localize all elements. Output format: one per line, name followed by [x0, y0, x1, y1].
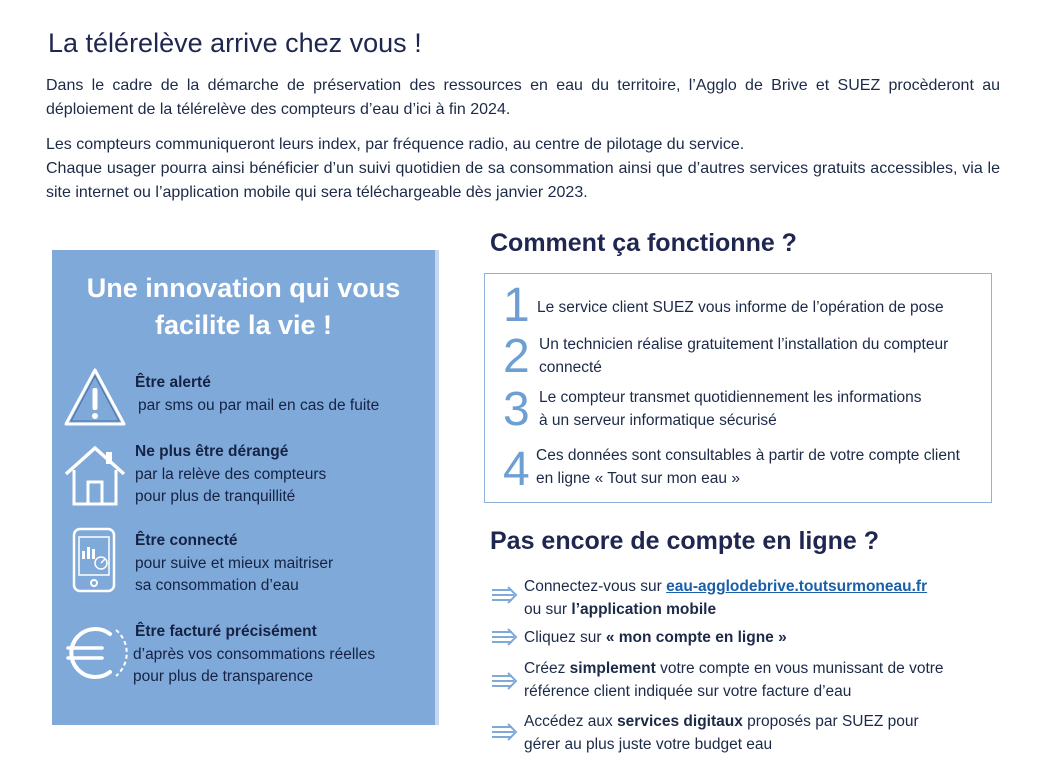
panel-title-line-2: facilite la vie !	[154, 310, 333, 340]
intro-paragraph: Dans le cadre de la démarche de préservation des ressources en eau du territoire, l’Agglo de Brive et SUEZ procèderont au déploiement de la télérelève des compteurs d’eau d’ici à fin 2024.	[46, 77, 1000, 118]
feature-billed	[52, 618, 435, 688]
arrow-right-icon	[490, 722, 518, 742]
warning-icon	[62, 366, 128, 432]
item-text: Connectez-vous sur eau-agglodebrive.toutsurmoneau.fr ou sur l’application mobile	[524, 578, 928, 618]
feature-text: pour plus de transparence	[133, 668, 314, 685]
innovation-panel	[52, 250, 435, 725]
account-step-access	[490, 710, 1010, 756]
step-number: 2	[503, 330, 530, 383]
step-3	[485, 382, 991, 436]
feature-heading: Être connecté	[135, 532, 238, 549]
website-link[interactable]: eau-agglodebrive.toutsurmoneau.fr	[666, 578, 928, 595]
arrow-right-icon	[490, 627, 518, 647]
step-text: Un technicien réalise gratuitement l’installation du compteur connecté	[539, 336, 949, 376]
account-step-click	[490, 626, 1010, 650]
feature-text: par sms ou par mail en cas de fuite	[138, 397, 380, 414]
feature-text: pour suive et mieux maitriser	[135, 555, 334, 572]
step-number: 3	[503, 383, 530, 436]
feature-undisturbed	[52, 438, 435, 508]
arrow-right-icon	[490, 671, 518, 691]
item-text: Créez simplement votre compte en vous munissant de votre référence client indiquée sur votre facture d’eau	[524, 660, 944, 700]
panel-shadow	[435, 250, 439, 725]
how-it-works-title: Comment ça fonctionne ?	[490, 229, 797, 257]
feature-heading: Ne plus être dérangé	[135, 443, 289, 460]
page-title: La télérelève arrive chez vous !	[48, 28, 422, 58]
feature-text: d’après vos consommations réelles	[133, 646, 376, 663]
feature-alert	[52, 364, 435, 434]
feature-connected	[52, 527, 435, 597]
step-number: 1	[503, 279, 530, 332]
steps-box	[484, 273, 992, 503]
step-1	[485, 278, 991, 332]
item-text: Cliquez sur « mon compte en ligne »	[524, 629, 787, 646]
account-step-connect	[490, 575, 1010, 621]
feature-text: par la relève des compteurs	[135, 466, 327, 483]
feature-text: sa consommation d’eau	[135, 577, 299, 594]
step-text: Le compteur transmet quotidiennement les informations à un serveur informatique sécurisé	[539, 389, 922, 429]
details-line-1: Les compteurs communiqueront leurs index, par fréquence radio, au centre de pilotage du service.	[46, 136, 745, 153]
step-text: Le service client SUEZ vous informe de l’opération de pose	[537, 299, 944, 316]
step-4	[485, 440, 991, 495]
account-step-create	[490, 657, 1010, 703]
panel-title-line-1: Une innovation qui vous	[86, 273, 401, 303]
details-paragraph	[46, 133, 1000, 205]
step-number: 4	[503, 443, 530, 496]
feature-text: pour plus de tranquillité	[135, 488, 296, 505]
feature-heading: Être alerté	[135, 374, 211, 391]
arrow-right-icon	[490, 585, 518, 605]
feature-heading: Être facturé précisément	[135, 623, 317, 640]
euro-icon	[62, 620, 128, 686]
step-text: Ces données sont consultables à partir de votre compte client en ligne « Tout sur mon eau »	[536, 447, 960, 487]
panel-title	[52, 270, 435, 344]
details-line-2: Chaque usager pourra ainsi bénéficier d’un suivi quotidien de sa consommation ainsi que d’autres services gratuits accessibles, via le site internet ou l’application mobile qui sera téléchargeable dès janvier 2023.	[46, 160, 1000, 201]
step-2	[485, 329, 991, 383]
house-icon	[62, 442, 128, 508]
online-account-title: Pas encore de compte en ligne ?	[490, 527, 880, 555]
item-text: Accédez aux services digitaux proposés par SUEZ pour gérer au plus juste votre budget eau	[524, 713, 919, 753]
smartphone-icon	[62, 527, 128, 593]
